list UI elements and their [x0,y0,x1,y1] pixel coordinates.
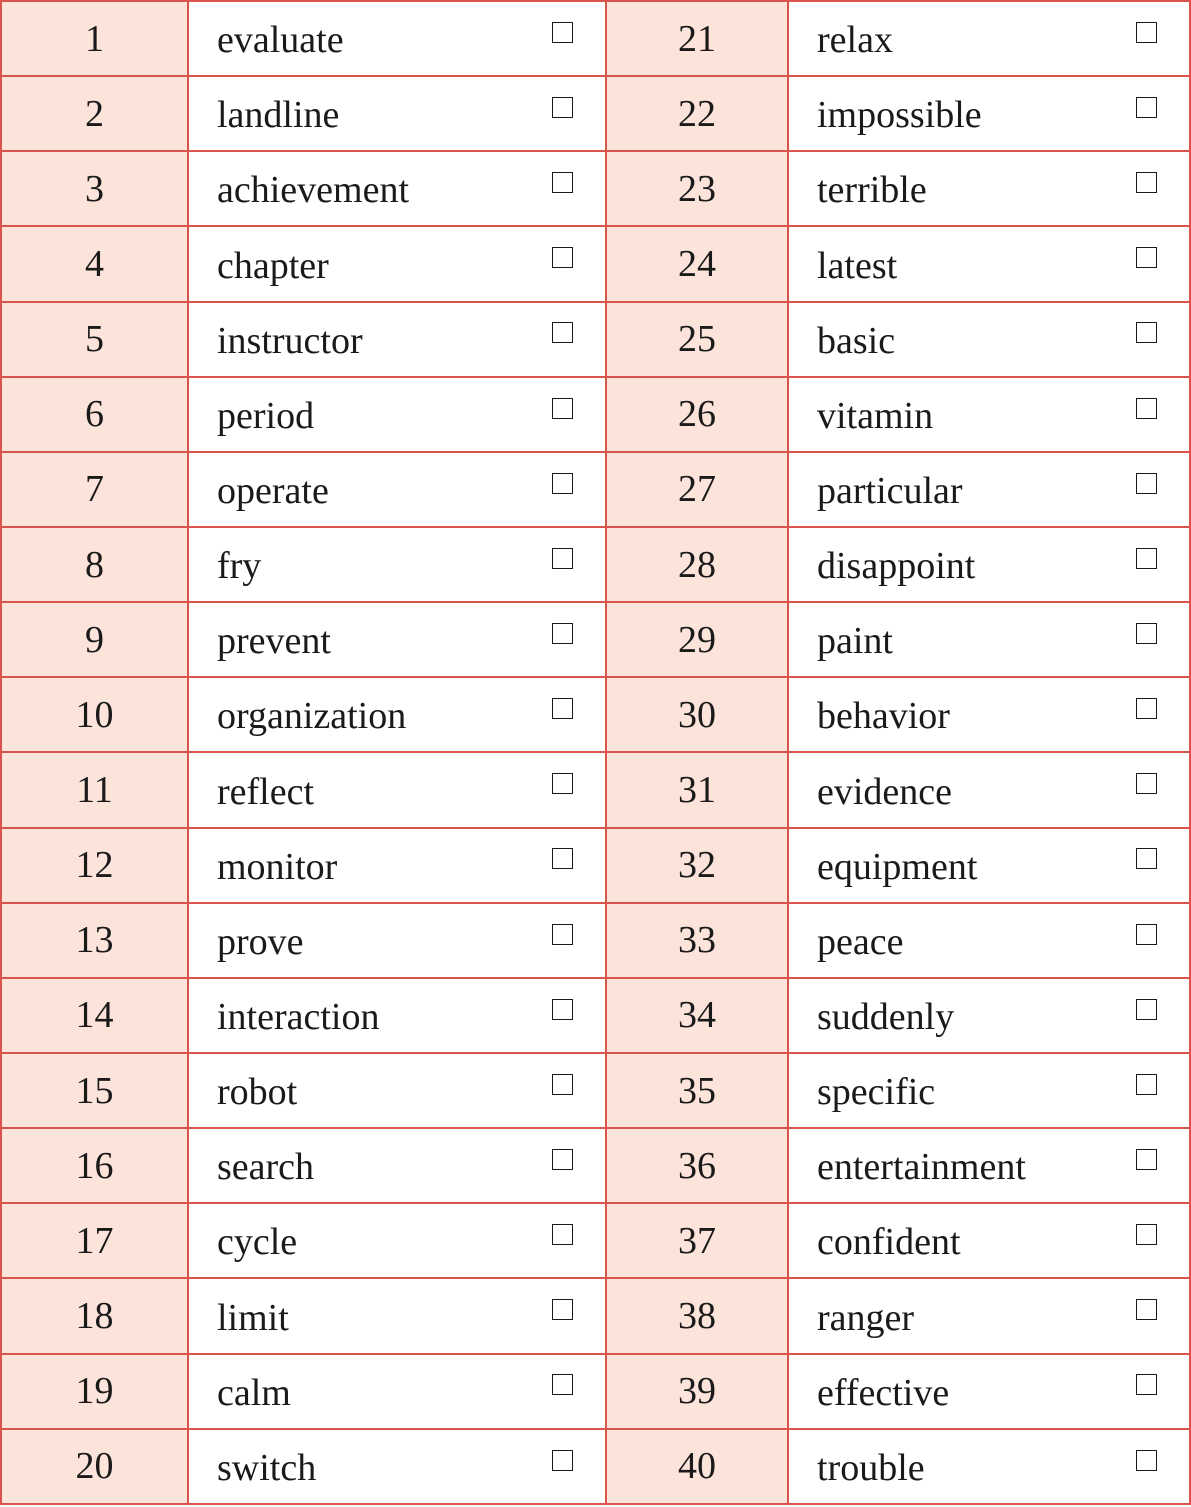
checkbox-icon[interactable] [1136,548,1157,569]
word-text: evaluate [217,19,344,62]
word-cell [188,302,606,377]
checkbox-icon[interactable] [552,1149,573,1170]
word-cell [188,1,606,76]
word-cell [188,1429,606,1504]
table-row [1,151,1190,226]
word-cell [788,1,1190,76]
word-number: 3 [1,151,188,226]
word-number: 21 [606,1,788,76]
word-text: vitamin [817,394,934,437]
word-number: 25 [606,302,788,377]
word-text: monitor [217,845,338,888]
word-text: trouble [817,1446,925,1489]
word-text: impossible [817,94,982,137]
checkbox-icon[interactable] [552,548,573,569]
word-text: paint [817,620,893,663]
table-row [1,1278,1190,1353]
word-number: 4 [1,226,188,301]
word-text: particular [817,470,963,513]
table-row [1,76,1190,151]
checkbox-icon[interactable] [1136,247,1157,268]
checkbox-icon[interactable] [552,322,573,343]
checkbox-icon[interactable] [1136,473,1157,494]
word-cell [188,151,606,226]
word-number: 15 [1,1053,188,1128]
word-number: 30 [606,677,788,752]
word-text: instructor [217,319,363,362]
table-row [1,527,1190,602]
word-cell [188,1053,606,1128]
checkbox-icon[interactable] [552,22,573,43]
word-cell [188,527,606,602]
checkbox-icon[interactable] [552,1450,573,1471]
checkbox-icon[interactable] [1136,773,1157,794]
word-number: 6 [1,377,188,452]
word-cell [788,1354,1190,1429]
table-row [1,1429,1190,1504]
word-number: 33 [606,903,788,978]
checkbox-icon[interactable] [552,1374,573,1395]
checkbox-icon[interactable] [1136,97,1157,118]
word-text: search [217,1146,315,1189]
checkbox-icon[interactable] [1136,999,1157,1020]
word-cell [188,828,606,903]
checkbox-icon[interactable] [1136,1149,1157,1170]
checkbox-icon[interactable] [552,773,573,794]
word-number: 38 [606,1278,788,1353]
checkbox-icon[interactable] [1136,623,1157,644]
word-number: 10 [1,677,188,752]
word-cell [788,76,1190,151]
table-row [1,1053,1190,1128]
table-row [1,752,1190,827]
checkbox-icon[interactable] [1136,22,1157,43]
word-number: 2 [1,76,188,151]
word-number: 16 [1,1128,188,1203]
word-text: calm [217,1371,291,1414]
word-text: specific [817,1071,936,1114]
word-text: terrible [817,169,927,212]
checkbox-icon[interactable] [552,247,573,268]
word-cell [188,76,606,151]
word-text: ranger [817,1296,915,1339]
word-cell [788,302,1190,377]
word-text: fry [217,545,262,588]
table-row [1,226,1190,301]
word-cell [188,1278,606,1353]
checkbox-icon[interactable] [552,848,573,869]
word-number: 1 [1,1,188,76]
word-number: 14 [1,978,188,1053]
word-number: 5 [1,302,188,377]
word-text: robot [217,1071,298,1114]
word-cell [188,602,606,677]
word-text: chapter [217,244,329,287]
word-text: equipment [817,845,978,888]
checkbox-icon[interactable] [1136,1450,1157,1471]
word-cell [188,752,606,827]
table-row [1,1354,1190,1429]
checkbox-icon[interactable] [552,97,573,118]
word-cell [188,978,606,1053]
word-number: 12 [1,828,188,903]
table-row [1,903,1190,978]
checkbox-icon[interactable] [552,623,573,644]
word-number: 23 [606,151,788,226]
word-cell [188,226,606,301]
table-row [1,1,1190,76]
word-number: 37 [606,1203,788,1278]
word-number: 26 [606,377,788,452]
checkbox-icon[interactable] [1136,1374,1157,1395]
table-row [1,677,1190,752]
checkbox-icon[interactable] [1136,322,1157,343]
word-text: prevent [217,620,331,663]
checkbox-icon[interactable] [552,924,573,945]
word-number: 11 [1,752,188,827]
word-number: 22 [606,76,788,151]
table-row [1,1128,1190,1203]
word-cell [788,828,1190,903]
word-number: 40 [606,1429,788,1504]
word-cell [188,677,606,752]
checkbox-icon[interactable] [552,999,573,1020]
word-text: basic [817,319,896,362]
word-number: 8 [1,527,188,602]
word-cell [788,978,1190,1053]
word-number: 13 [1,903,188,978]
checkbox-icon[interactable] [1136,698,1157,719]
word-number: 28 [606,527,788,602]
word-cell [788,903,1190,978]
word-cell [788,752,1190,827]
word-text: latest [817,244,898,287]
word-text: switch [217,1446,317,1489]
table-row [1,302,1190,377]
checkbox-icon[interactable] [1136,1224,1157,1245]
table-row [1,1203,1190,1278]
word-cell [788,1053,1190,1128]
word-cell [788,226,1190,301]
checkbox-icon[interactable] [552,1224,573,1245]
word-number: 20 [1,1429,188,1504]
word-number: 32 [606,828,788,903]
word-cell [788,602,1190,677]
word-number: 17 [1,1203,188,1278]
checkbox-icon[interactable] [552,398,573,419]
table-row [1,452,1190,527]
table-row [1,978,1190,1053]
table-row [1,377,1190,452]
word-cell [188,377,606,452]
word-number: 24 [606,226,788,301]
word-text: behavior [817,695,950,738]
word-text: evidence [817,770,953,813]
word-cell [788,1278,1190,1353]
checkbox-icon[interactable] [552,698,573,719]
checkbox-icon[interactable] [552,1299,573,1320]
word-text: cycle [217,1221,298,1264]
word-number: 9 [1,602,188,677]
word-cell [788,452,1190,527]
word-cell [788,677,1190,752]
word-text: limit [217,1296,289,1339]
word-number: 34 [606,978,788,1053]
word-cell [188,452,606,527]
checkbox-icon[interactable] [1136,924,1157,945]
word-cell [788,377,1190,452]
checkbox-icon[interactable] [1136,1299,1157,1320]
checkbox-icon[interactable] [552,1074,573,1095]
word-number: 7 [1,452,188,527]
word-cell [788,1128,1190,1203]
word-number: 27 [606,452,788,527]
word-text: achievement [217,169,410,212]
word-text: interaction [217,996,380,1039]
checkbox-icon[interactable] [552,172,573,193]
word-text: period [217,394,315,437]
word-cell [788,527,1190,602]
word-number: 31 [606,752,788,827]
word-number: 39 [606,1354,788,1429]
table-row [1,828,1190,903]
word-number: 36 [606,1128,788,1203]
word-text: disappoint [817,545,976,588]
word-text: landline [217,94,340,137]
word-number: 18 [1,1278,188,1353]
word-text: suddenly [817,996,955,1039]
word-number: 29 [606,602,788,677]
checkbox-icon[interactable] [1136,848,1157,869]
vocabulary-table-body [1,1,1190,1504]
checkbox-icon[interactable] [1136,398,1157,419]
word-text: effective [817,1371,950,1414]
checkbox-icon[interactable] [1136,1074,1157,1095]
word-text: entertainment [817,1146,1026,1189]
word-text: prove [217,920,304,963]
word-text: operate [217,470,329,513]
word-cell [188,1203,606,1278]
word-text: reflect [217,770,315,813]
word-text: confident [817,1221,961,1264]
word-text: peace [817,920,904,963]
word-cell [188,1128,606,1203]
word-cell [788,1203,1190,1278]
word-number: 19 [1,1354,188,1429]
word-cell [788,1429,1190,1504]
word-cell [188,903,606,978]
checkbox-icon[interactable] [1136,172,1157,193]
table-row [1,602,1190,677]
word-text: relax [817,19,893,62]
word-cell [188,1354,606,1429]
word-text: organization [217,695,407,738]
checkbox-icon[interactable] [552,473,573,494]
word-number: 35 [606,1053,788,1128]
word-cell [788,151,1190,226]
